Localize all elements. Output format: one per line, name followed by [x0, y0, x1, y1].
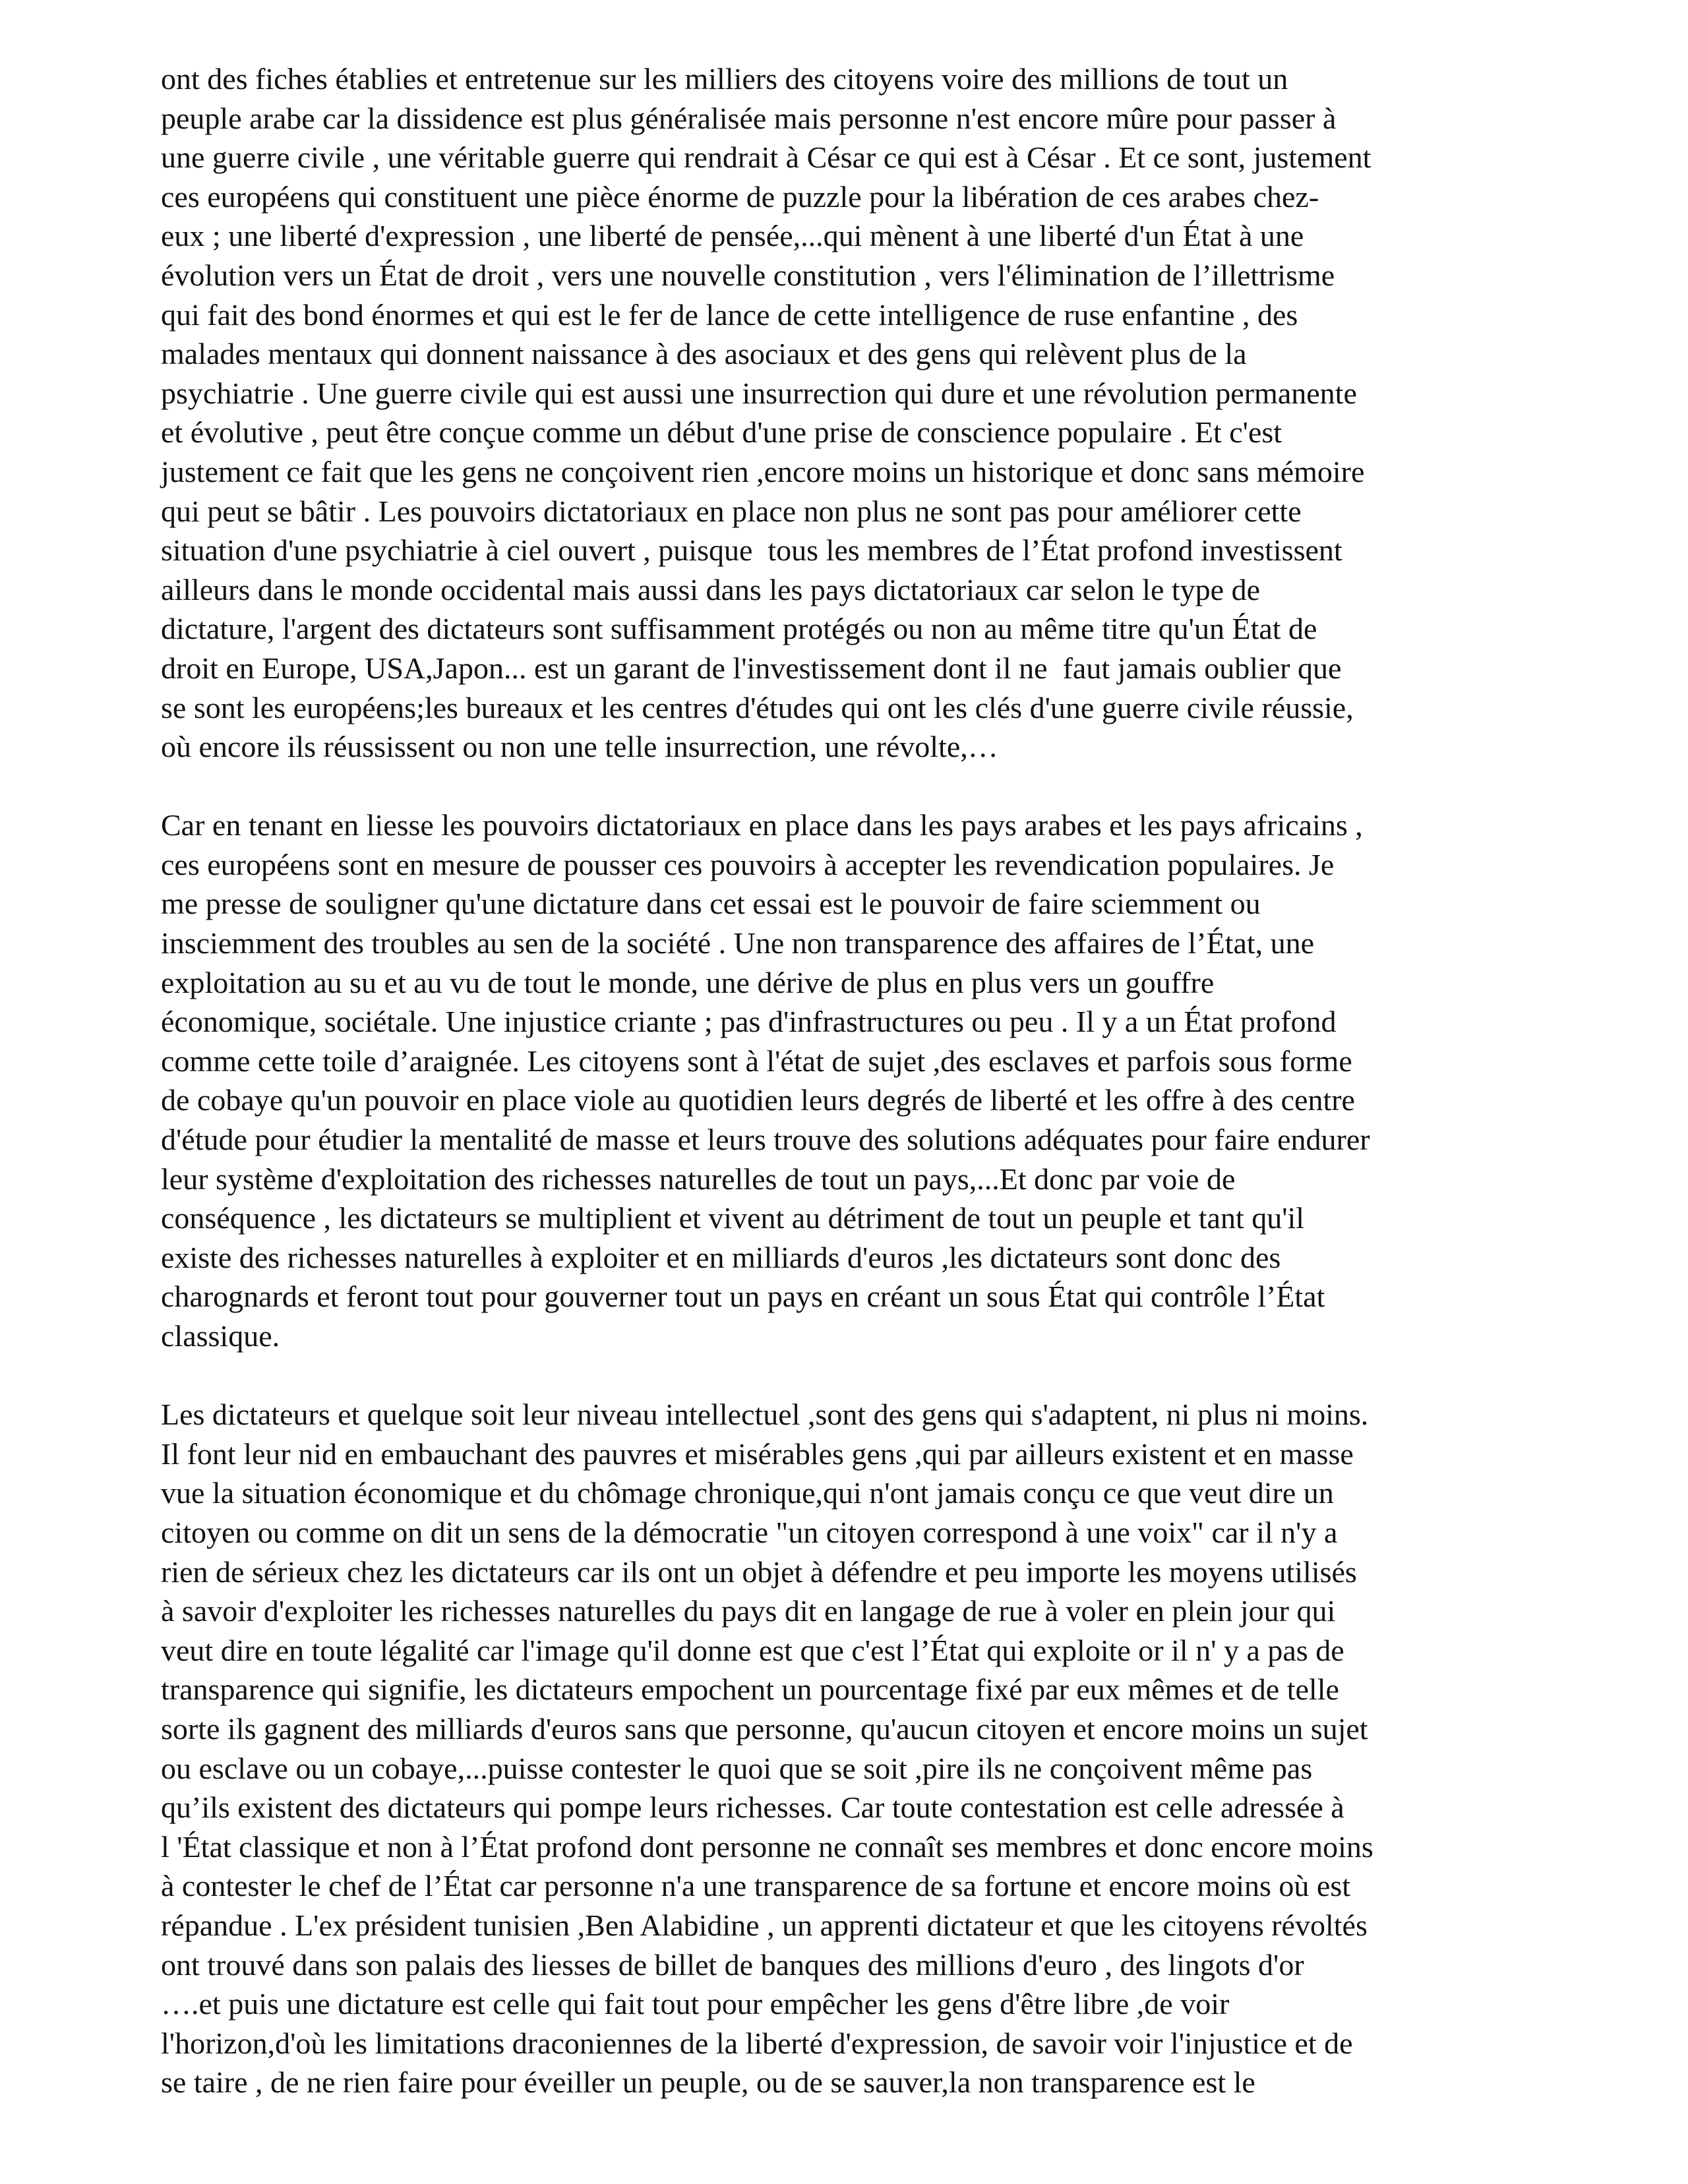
text-line: l 'État classique et non à l’État profond dont personne ne connaît ses membres et donc encore moins	[161, 1829, 1373, 1864]
text-line: insciemment des troubles au sen de la société . Une non transparence des affaires de l’État, une	[161, 926, 1315, 960]
text-line: évolution vers un État de droit , vers une nouvelle constitution , vers l'élimination de l’illettrisme	[161, 258, 1335, 292]
text-line: psychiatrie . Une guerre civile qui est aussi une insurrection qui dure et une révolution permanente	[161, 376, 1357, 410]
text-line: Il font leur nid en embauchant des pauvres et misérables gens ,qui par ailleurs existent et en masse	[161, 1436, 1354, 1471]
text-line: ces européens sont en mesure de pousser ces pouvoirs à accepter les revendication populaires. Je	[161, 847, 1335, 881]
text-line: droit en Europe, USA,Japon... est un garant de l'investissement dont il ne faut jamais oublier que	[161, 651, 1342, 685]
text-line: ont trouvé dans son palais des liesses de billet de banques des millions d'euro , des lingots d'or	[161, 1947, 1304, 1982]
text-line: d'étude pour étudier la mentalité de masse et leurs trouve des solutions adéquates pour faire endurer	[161, 1123, 1370, 1157]
text-line: classique.	[161, 1319, 280, 1353]
text-line: charognards et feront tout pour gouverner tout un pays en créant un sous État qui contrôle l’État	[161, 1280, 1325, 1314]
text-line: qui peut se bâtir . Les pouvoirs dictatoriaux en place non plus ne sont pas pour améliorer cette	[161, 494, 1302, 528]
text-line: veut dire en toute légalité car l'image qu'il donne est que c'est l’État qui exploite or il n' y a pas de	[161, 1633, 1344, 1667]
text-line: eux ; une liberté d'expression , une liberté de pensée,...qui mènent à une liberté d'un État à une	[161, 219, 1304, 253]
text-line: Car en tenant en liesse les pouvoirs dictatoriaux en place dans les pays arabes et les pays africains ,	[161, 808, 1363, 842]
text-line: ….et puis une dictature est celle qui fait tout pour empêcher les gens d'être libre ,de voir	[161, 1987, 1230, 2021]
text-line: de cobaye qu'un pouvoir en place viole au quotidien leurs degrés de liberté et les offre à des centre	[161, 1083, 1355, 1117]
text-line: à savoir d'exploiter les richesses naturelles du pays dit en langage de rue à voler en plein jour qui	[161, 1594, 1336, 1628]
paragraph-2	[161, 806, 1572, 1355]
text-line: me presse de souligner qu'une dictature dans cet essai est le pouvoir de faire sciemment ou	[161, 887, 1261, 921]
text-line: qu’ils existent des dictateurs qui pompe leurs richesses. Car toute contestation est celle adressée à	[161, 1790, 1344, 1825]
text-line: une guerre civile , une véritable guerre qui rendrait à César ce qui est à César . Et ce sont, justement	[161, 140, 1372, 175]
text-line: comme cette toile d’araignée. Les citoyens sont à l'état de sujet ,des esclaves et parfois sous forme	[161, 1044, 1352, 1078]
text-line: ou esclave ou un cobaye,...puisse contester le quoi que se soit ,pire ils ne conçoivent même pas	[161, 1751, 1313, 1785]
text-line: exploitation au su et au vu de tout le monde, une dérive de plus en plus vers un gouffre	[161, 965, 1215, 999]
text-line: situation d'une psychiatrie à ciel ouvert , puisque tous les membres de l’État profond investissent	[161, 533, 1342, 568]
text-line: citoyen ou comme on dit un sens de la démocratie "un citoyen correspond à une voix" car il n'y a	[161, 1515, 1338, 1549]
text-line: Les dictateurs et quelque soit leur niveau intellectuel ,sont des gens qui s'adaptent, ni plus ni moins.	[161, 1398, 1369, 1432]
text-line: justement ce fait que les gens ne conçoivent rien ,encore moins un historique et donc sans mémoire	[161, 454, 1365, 488]
text-line: ailleurs dans le monde occidental mais aussi dans les pays dictatoriaux car selon le type de	[161, 572, 1260, 606]
document-page	[161, 59, 1572, 2102]
text-line: peuple arabe car la dissidence est plus généralisée mais personne n'est encore mûre pour passer à	[161, 101, 1337, 135]
paragraph-3	[161, 1395, 1572, 2102]
text-line: ces européens qui constituent une pièce énorme de puzzle pour la libération de ces arabes chez-	[161, 179, 1319, 214]
text-line: rien de sérieux chez les dictateurs car ils ont un objet à défendre et peu importe les moyens utilisés	[161, 1554, 1357, 1589]
text-line: économique, sociétale. Une injustice criante ; pas d'infrastructures ou peu . Il y a un État profond	[161, 1005, 1337, 1039]
text-line: transparence qui signifie, les dictateurs empochent un pourcentage fixé par eux mêmes et de telle	[161, 1672, 1339, 1707]
paragraph-1	[161, 59, 1572, 767]
text-line: sorte ils gagnent des milliards d'euros sans que personne, qu'aucun citoyen et encore moins un sujet	[161, 1711, 1368, 1746]
text-line: leur système d'exploitation des richesses naturelles de tout un pays,...Et donc par voie de	[161, 1162, 1236, 1196]
text-line: dictature, l'argent des dictateurs sont suffisamment protégés ou non au même titre qu'un État de	[161, 612, 1317, 646]
text-line: et évolutive , peut être conçue comme un début d'une prise de conscience populaire . Et c'est	[161, 415, 1282, 450]
text-line: se sont les européens;les bureaux et les centres d'études qui ont les clés d'une guerre civile réussie,	[161, 690, 1354, 724]
text-line: existe des richesses naturelles à exploiter et en milliards d'euros ,les dictateurs sont donc des	[161, 1240, 1281, 1274]
text-line: conséquence , les dictateurs se multiplient et vivent au détriment de tout un peuple et tant qu'il	[161, 1201, 1305, 1235]
text-line: où encore ils réussissent ou non une telle insurrection, une révolte,…	[161, 730, 998, 764]
text-line: vue la situation économique et du chômage chronique,qui n'ont jamais conçu ce que veut dire un	[161, 1476, 1334, 1510]
text-line: répandue . L'ex président tunisien ,Ben Alabidine , un apprenti dictateur et que les citoyens révoltés	[161, 1908, 1368, 1942]
text-line: l'horizon,d'où les limitations draconiennes de la liberté d'expression, de savoir voir l'injustice et de	[161, 2026, 1353, 2060]
text-line: à contester le chef de l’État car personne n'a une transparence de sa fortune et encore moins où est	[161, 1869, 1351, 1903]
text-line: malades mentaux qui donnent naissance à des asociaux et des gens qui relèvent plus de la	[161, 337, 1247, 371]
text-line: se taire , de ne rien faire pour éveiller un peuple, ou de se sauver,la non transparence est le	[161, 2065, 1255, 2100]
text-line: qui fait des bond énormes et qui est le fer de lance de cette intelligence de ruse enfantine , des	[161, 297, 1298, 332]
text-line: ont des fiches établies et entretenue sur les milliers des citoyens voire des millions de tout un	[161, 62, 1288, 96]
